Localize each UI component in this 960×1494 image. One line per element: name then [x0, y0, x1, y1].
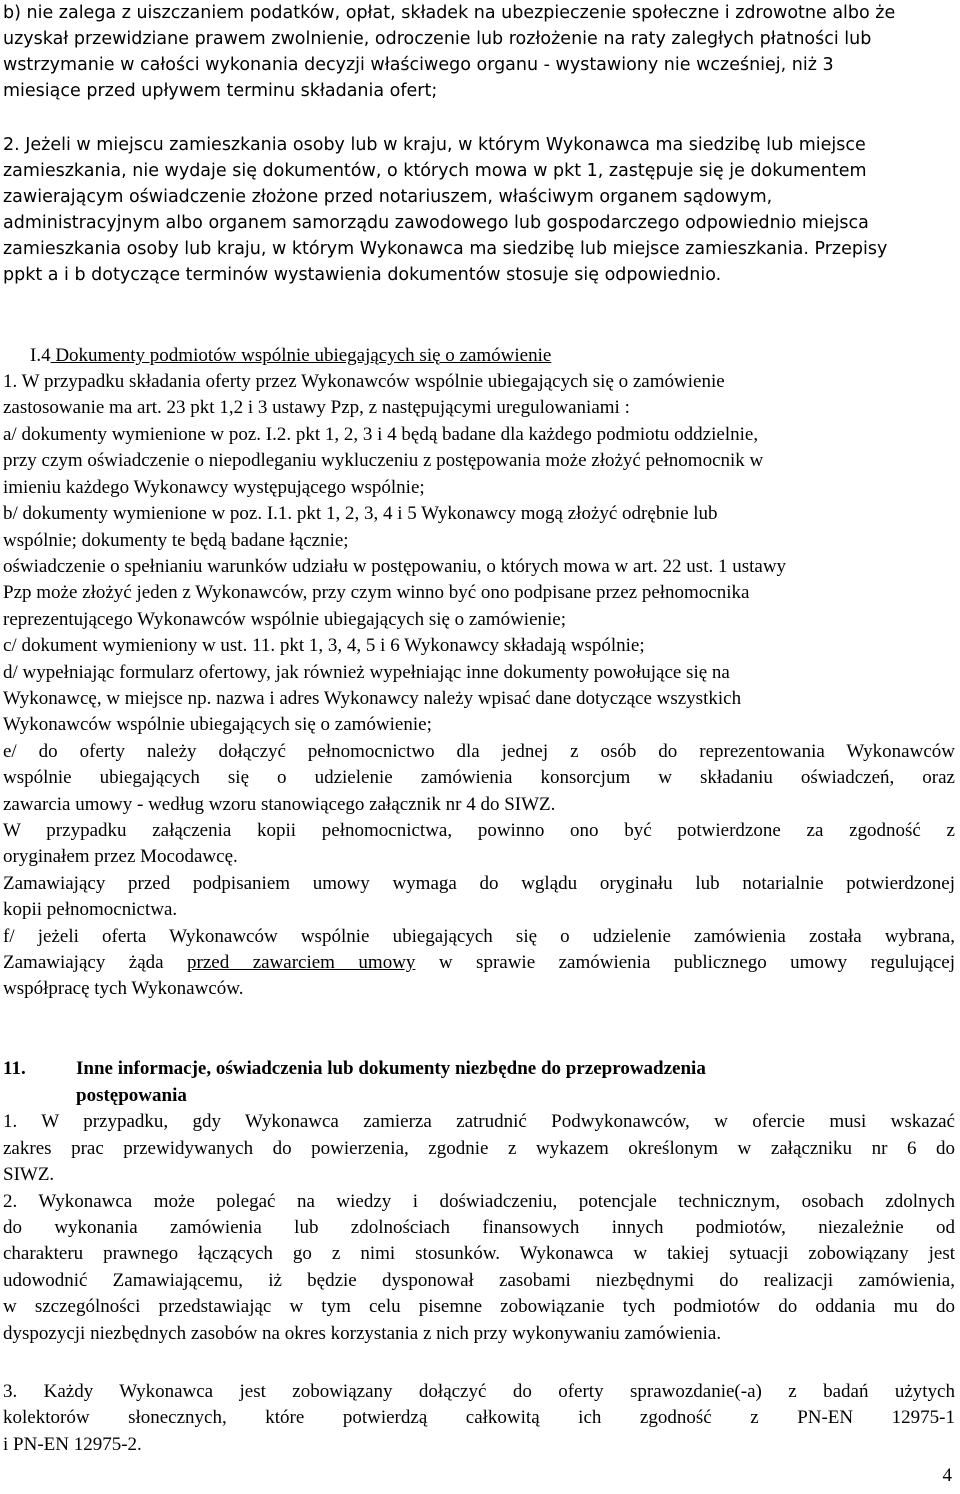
- paragraph-line: charakteru prawnego łączących go z nimi stosunków. Wykonawca w takiej sytuacji zobowiązany jest: [3, 1243, 955, 1264]
- paragraph-line: oświadczenie o spełnianiu warunków udziału w postępowaniu, o których mowa w art. 22 ust. 1 ustawy: [3, 556, 787, 577]
- paragraph-line: wstrzymanie w całości wykonania decyzji właściwego organu - wystawiony nie wcześniej, niż 3: [3, 55, 834, 75]
- paragraph-line: administracyjnym albo organem samorządu zawodowego lub gospodarczego odpowiednio miejsca: [3, 213, 869, 233]
- paragraph-line: w szczególności przedstawiając w tym celu pisemne zobowiązanie tych podmiotów do oddania mu do: [3, 1296, 955, 1317]
- paragraph-line: oryginałem przez Mocodawcę.: [3, 846, 238, 867]
- paragraph-line: b) nie zalega z uiszczaniem podatków, opłat, składek na ubezpieczenie społeczne i zdrowotne albo że: [3, 3, 896, 23]
- paragraph-line: zawierającym oświadczenie złożone przed notariuszem, właściwym organem sądowym,: [3, 187, 773, 207]
- section-title: Dokumenty podmiotów wspólnie ubiegających się o zamówienie: [50, 345, 552, 366]
- paragraph-line: wspólnie ubiegających się o udzielenie zamówienia konsorcjum w składaniu oświadczeń, oraz: [3, 767, 955, 788]
- paragraph-line: zamieszkania osoby lub kraju, w którym Wykonawca ma siedzibę lub miejsce zamieszkania. Przepisy: [3, 239, 888, 259]
- paragraph-line: Wykonawców wspólnie ubiegających się o zamówienie;: [3, 714, 432, 735]
- section-heading-i4: [30, 345, 551, 367]
- paragraph-line: do wykonania zamówienia lub zdolnościach finansowych innych podmiotów, niezależnie od: [3, 1217, 955, 1238]
- paragraph-line: 2. Wykonawca może polegać na wiedzy i doświadczeniu, potencjale technicznym, osobach zdolnych: [3, 1191, 955, 1212]
- paragraph-line: W przypadku załączenia kopii pełnomocnictwa, powinno ono być potwierdzone za zgodność z: [3, 820, 955, 841]
- paragraph-line: zawarcia umowy - według wzoru stanowiącego załącznik nr 4 do SIWZ.: [3, 794, 556, 815]
- paragraph-line: przy czym oświadczenie o niepodleganiu wykluczeniu z postępowania może złożyć pełnomocnik w: [3, 450, 764, 471]
- paragraph-line: b/ dokumenty wymienione w poz. I.1. pkt 1, 2, 3, 4 i 5 Wykonawcy mogą złożyć odrębnie lub: [3, 503, 718, 524]
- page-number: 4: [942, 1465, 952, 1486]
- paragraph-line: [3, 952, 955, 974]
- paragraph-line: c/ dokument wymieniony w ust. 11. pkt 1, 3, 4, 5 i 6 Wykonawcy składają wspólnie;: [3, 635, 645, 656]
- section-title-11: Inne informacje, oświadczenia lub dokumenty niezbędne do przeprowadzenia: [76, 1058, 706, 1079]
- paragraph-line: e/ do oferty należy dołączyć pełnomocnictwo dla jednej z osób do reprezentowania Wykonawców: [3, 741, 955, 762]
- paragraph-line: miesiące przed upływem terminu składania ofert;: [3, 81, 438, 101]
- paragraph-line: Zamawiający przed podpisaniem umowy wymaga do wglądu oryginału lub notarialnie potwierdzonej: [3, 873, 955, 894]
- paragraph-line: a/ dokumenty wymienione w poz. I.2. pkt 1, 2, 3 i 4 będą badane dla każdego podmiotu oddzielnie,: [3, 424, 759, 445]
- paragraph-line: imieniu każdego Wykonawcy występującego wspólnie;: [3, 477, 425, 498]
- section-title-11-cont: postępowania: [76, 1085, 187, 1106]
- paragraph-line: wspólnie; dokumenty te będą badane łącznie;: [3, 530, 349, 551]
- paragraph-line: d/ wypełniając formularz ofertowy, jak również wypełniając inne dokumenty powołujące się na: [3, 662, 730, 683]
- text-run: w sprawie zamówienia publicznego umowy regulującej: [415, 952, 955, 973]
- paragraph-line: 1. W przypadku, gdy Wykonawca zamierza zatrudnić Podwykonawców, w ofercie musi wskazać: [3, 1111, 955, 1132]
- text-run: Zamawiający żąda: [3, 952, 188, 973]
- paragraph-line: 1. W przypadku składania oferty przez Wykonawców wspólnie ubiegających się o zamówienie: [3, 371, 725, 392]
- paragraph-line: zastosowanie ma art. 23 pkt 1,2 i 3 ustawy Pzp, z następującymi uregulowaniami :: [3, 397, 630, 418]
- paragraph-line: współpracę tych Wykonawców.: [3, 978, 244, 999]
- paragraph-line: uzyskał przewidziane prawem zwolnienie, odroczenie lub rozłożenie na raty zaległych płatności lub: [3, 29, 872, 49]
- paragraph-line: i PN-EN 12975-2.: [3, 1434, 142, 1455]
- paragraph-line: f/ jeżeli oferta Wykonawców wspólnie ubiegających się o udzielenie zamówienia została wybrana,: [3, 926, 955, 947]
- paragraph-line: zakres prac przewidywanych do powierzenia, zgodnie z wykazem określonym w załączniku nr 6 do: [3, 1138, 955, 1159]
- paragraph-line: kolektorów słonecznych, które potwierdzą całkowitą ich zgodność z PN-EN 12975-1: [3, 1407, 955, 1428]
- paragraph-line: SIWZ.: [3, 1164, 55, 1185]
- paragraph-line: kopii pełnomocnictwa.: [3, 899, 178, 920]
- paragraph-line: ppkt a i b dotyczące terminów wystawienia dokumentów stosuje się odpowiednio.: [3, 265, 722, 285]
- paragraph-line: dyspozycji niezbędnych zasobów na okres korzystania z nich przy wykonywaniu zamówienia.: [3, 1323, 722, 1344]
- paragraph-line: udowodnić Zamawiającemu, iż będzie dysponował zasobami niezbędnymi do realizacji zamówienia,: [3, 1270, 955, 1291]
- paragraph-line: Wykonawcę, w miejsce np. nazwa i adres Wykonawcy należy wpisać dane dotyczące wszystkich: [3, 688, 742, 709]
- paragraph-line: 2. Jeżeli w miejscu zamieszkania osoby lub w kraju, w którym Wykonawca ma siedzibę lub miejsce: [3, 135, 866, 155]
- section-number-11: 11.: [3, 1058, 26, 1079]
- underlined-text: przed zawarciem umowy: [187, 952, 416, 973]
- section-number: I.4: [30, 345, 51, 366]
- paragraph-line: 3. Każdy Wykonawca jest zobowiązany dołączyć do oferty sprawozdanie(-a) z badań użytych: [3, 1381, 955, 1402]
- paragraph-line: zamieszkania, nie wydaje się dokumentów, o których mowa w pkt 1, zastępuje się je dokumentem: [3, 161, 867, 181]
- paragraph-line: Pzp może złożyć jeden z Wykonawców, przy czym winno być ono podpisane przez pełnomocnika: [3, 582, 750, 603]
- paragraph-line: reprezentującego Wykonawców wspólnie ubiegających się o zamówienie;: [3, 609, 567, 630]
